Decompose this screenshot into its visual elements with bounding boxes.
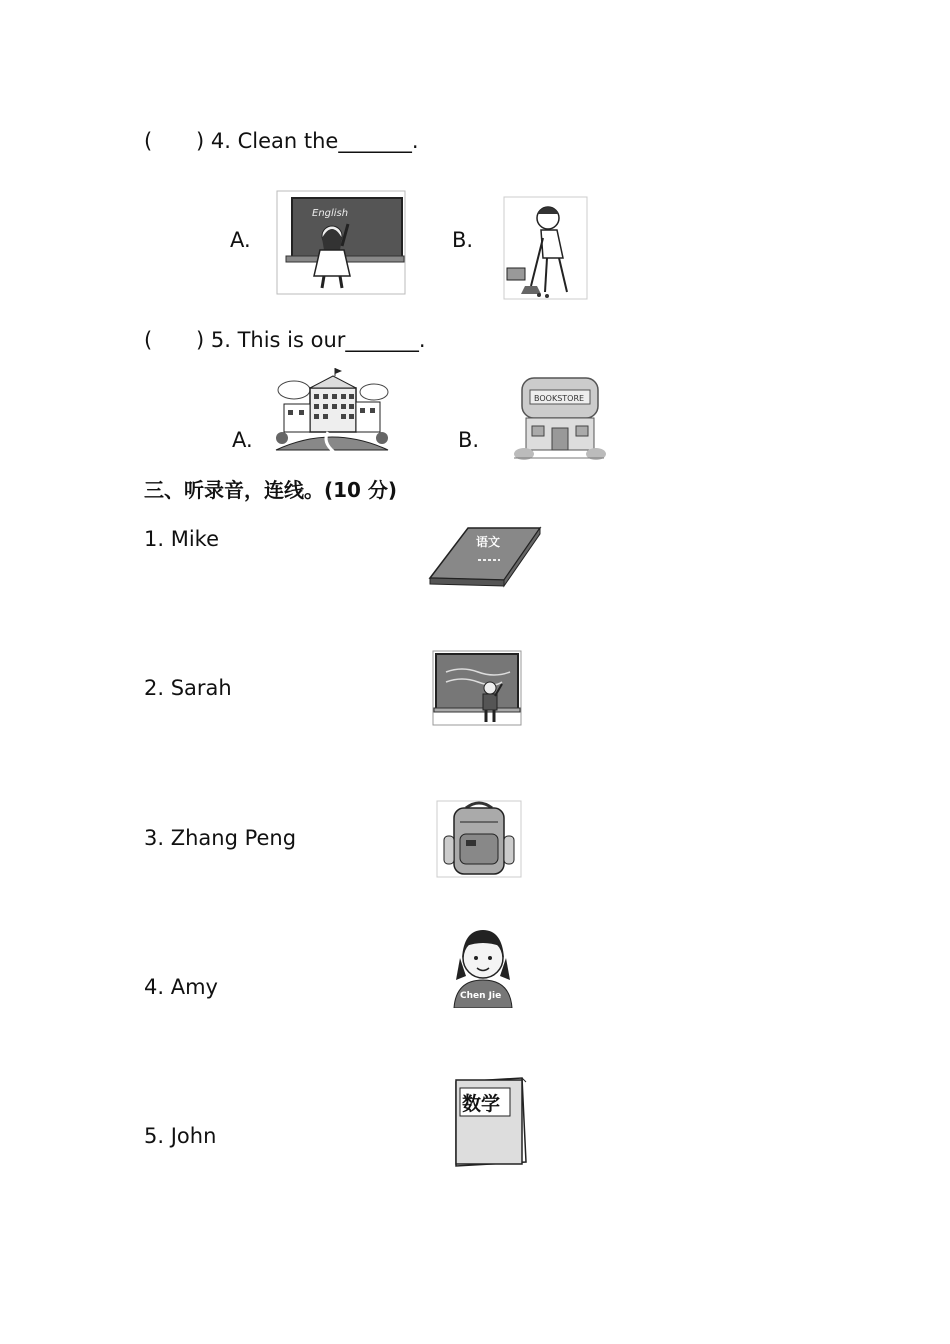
section-3-title: 三、听录音，连线。(10 分) [144, 478, 398, 502]
school-building-icon [272, 368, 392, 456]
match-item-3-label: 3. Zhang Peng [144, 826, 297, 850]
q5-paren-open: ( [144, 328, 153, 352]
q4-stem: ) 4. Clean the_______. [196, 129, 419, 153]
schoolbag-icon [436, 800, 522, 878]
math-book-icon [452, 1076, 530, 1168]
q5-option-a-label: A. [232, 428, 253, 452]
q4-option-a-label: A. [230, 228, 251, 252]
svg-text:BOOKSTORE: BOOKSTORE [534, 394, 585, 403]
chinese-book-icon [428, 522, 542, 588]
svg-text:语文: 语文 [476, 535, 501, 549]
q4-paren-open: ( [144, 129, 153, 153]
bookstore-icon [512, 374, 606, 462]
blackboard-girl-icon [276, 190, 406, 295]
blackboard-boy-icon [432, 650, 522, 726]
q4-option-b-label: B. [452, 228, 474, 252]
match-item-2-label: 2. Sarah [144, 676, 232, 700]
sweeping-boy-icon [503, 196, 588, 300]
q5-option-b-label: B. [458, 428, 480, 452]
svg-text:数学: 数学 [462, 1093, 501, 1115]
match-item-1-label: 1. Mike [144, 527, 219, 551]
match-item-5-label: 5. John [144, 1124, 217, 1148]
svg-text:English: English [312, 208, 349, 219]
girl-portrait-icon [446, 924, 520, 1008]
q5-stem: ) 5. This is our_______. [196, 328, 426, 352]
svg-text:Chen Jie: Chen Jie [460, 991, 502, 1001]
match-item-4-label: 4. Amy [144, 975, 218, 999]
